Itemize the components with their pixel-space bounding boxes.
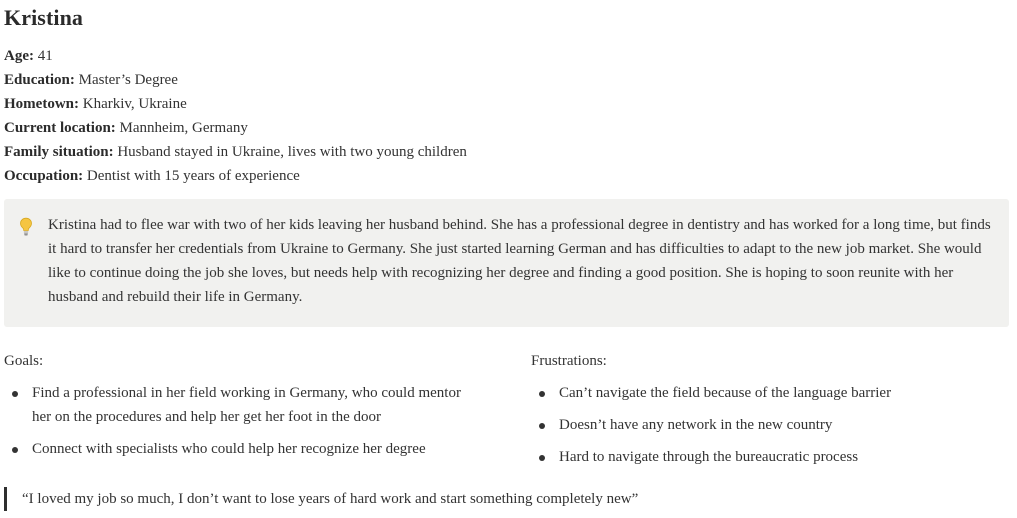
frustrations-list [531, 381, 1009, 469]
persona-name: Kristina [4, 5, 84, 30]
fact-education [4, 68, 1013, 92]
goals-section [4, 349, 531, 477]
fact-label: Education: [4, 72, 75, 88]
goals-list [4, 381, 531, 461]
fact-age [4, 44, 1013, 68]
fact-label: Age: [4, 48, 34, 64]
list-item: Can’t navigate the field because of the language barrier [531, 381, 1009, 405]
goals-frustrations [4, 349, 1013, 477]
background-callout [4, 199, 1009, 327]
fact-value: Husband stayed in Ukraine, lives with two young children [117, 144, 467, 160]
fact-label: Current location: [4, 120, 116, 136]
fact-value: Master’s Degree [78, 72, 178, 88]
fact-label: Hometown: [4, 96, 79, 112]
fact-current-location [4, 116, 1013, 140]
fact-value: 41 [37, 48, 53, 64]
fact-occupation [4, 164, 1013, 188]
callout-text: Kristina had to flee war with two of her kids leaving her husband behind. She has a professional degree in dentistry and has worked for a long time, but finds it hard to transfer her credentials from Ukraine to Germany. She just started learning German and has difficulties to adapt to the new job market. She would like to continue doing the job she loves, but needs help with recognizing her degree and finding a good position. She is hoping to soon reunite with her husband and rebuild their life in Germany. [48, 217, 991, 305]
fact-value: Dentist with 15 years of experience [86, 168, 300, 184]
fact-value: Kharkiv, Ukraine [82, 96, 187, 112]
goals-heading: Goals: [4, 353, 44, 369]
list-item: Find a professional in her field working in Germany, who could mentor her on the procedures and help her get her foot in the door [4, 381, 462, 429]
fact-label: Occupation: [4, 168, 84, 184]
persona-quote: “I loved my job so much, I don’t want to lose years of hard work and start something completely new” [4, 487, 638, 511]
frustrations-heading: Frustrations: [531, 353, 607, 369]
list-item: Hard to navigate through the bureaucratic process [531, 445, 1009, 469]
fact-family-situation [4, 140, 1013, 164]
fact-label: Family situation: [4, 144, 114, 160]
frustrations-section [531, 349, 1009, 477]
persona-facts [4, 44, 1013, 188]
lightbulb-icon [16, 217, 36, 237]
fact-hometown [4, 92, 1013, 116]
list-item: Connect with specialists who could help her recognize her degree [4, 437, 462, 461]
fact-value: Mannheim, Germany [119, 120, 248, 136]
list-item: Doesn’t have any network in the new country [531, 413, 1009, 437]
